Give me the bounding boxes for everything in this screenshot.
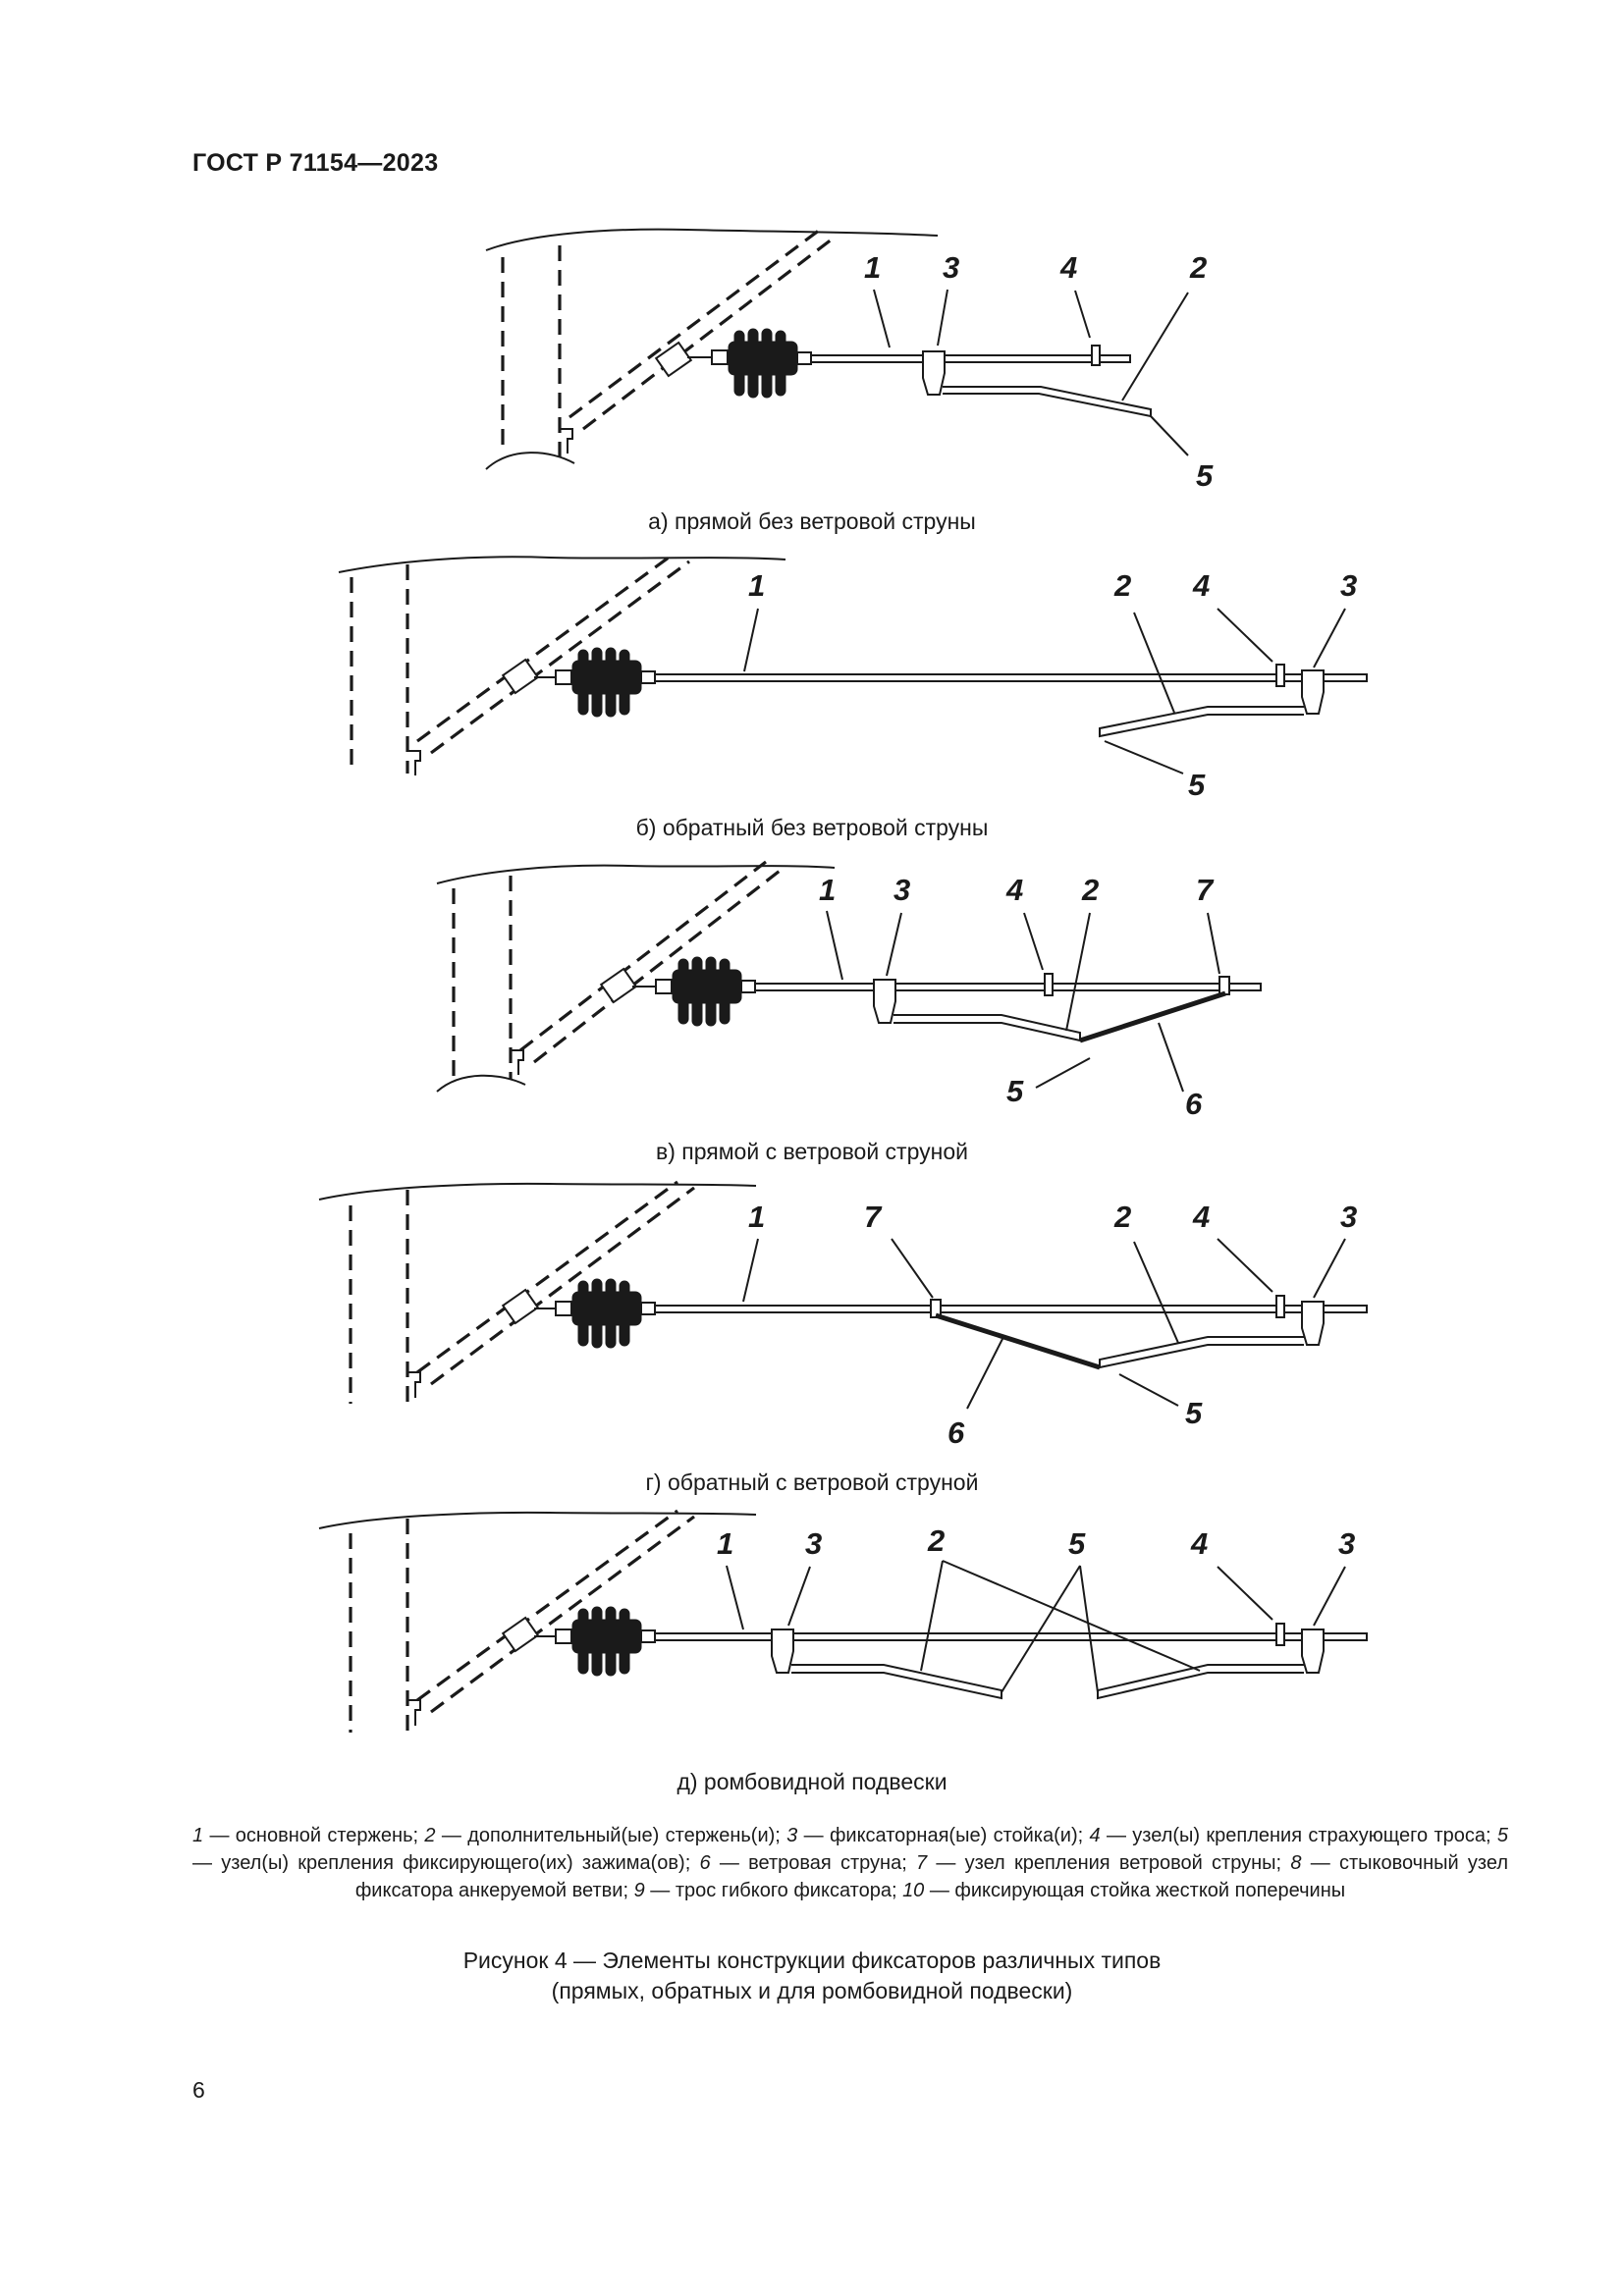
callout-7: 7 [864, 1200, 882, 1234]
main-rod [655, 674, 1367, 681]
subfigure-caption-b: б) обратный без ветровой струны [635, 815, 989, 840]
callout-2: 2 [1190, 250, 1208, 285]
leader-3 [1314, 1239, 1345, 1298]
leader-5 [1119, 1374, 1178, 1406]
callout-5: 5 [1185, 1396, 1203, 1430]
callout-6: 6 [947, 1415, 965, 1450]
leader-3-left [788, 1567, 810, 1626]
clamp-post-right [1302, 1629, 1324, 1673]
legend-num: 5 [1496, 1825, 1509, 1846]
callout-3-left: 3 [805, 1526, 823, 1561]
callout-2: 2 [1114, 568, 1132, 603]
callout-2: 2 [1082, 873, 1100, 907]
insulator [503, 1607, 655, 1676]
leader-6 [967, 1337, 1003, 1409]
fastening-unit [1276, 1296, 1284, 1317]
leader-2 [1066, 913, 1090, 1031]
legend-text: — узел(ы) крепления фиксирующего(их) зажима(ов); [192, 1852, 700, 1874]
leader-1 [827, 911, 842, 980]
figure-caption-line-1: Рисунок 4 — Элементы конструкции фиксаторов различных типов [462, 1948, 1162, 1973]
callout-7: 7 [1196, 873, 1214, 907]
callout-1: 1 [748, 1200, 766, 1234]
callout-3-right: 3 [1338, 1526, 1356, 1561]
support-structure [437, 862, 835, 1092]
legend-num: 8 [1290, 1852, 1302, 1874]
legend-text: — дополнительный(ые) стержень(и); [435, 1825, 787, 1846]
callout-3: 3 [943, 250, 960, 285]
figure-legend [192, 1822, 1508, 1904]
diagram-a [0, 221, 1624, 493]
diagram-v [0, 854, 1624, 1129]
fastening-unit [1045, 974, 1053, 995]
leader-4 [1218, 1239, 1272, 1292]
legend-text: — фиксирующая стойка жесткой поперечины [924, 1880, 1346, 1901]
subfigure-caption-g: г) обратный с ветровой струной [645, 1469, 979, 1495]
main-rod [811, 355, 1130, 362]
legend-text: — фиксаторная(ые) стойка(и); [797, 1825, 1090, 1846]
additional-rod-right [1098, 1665, 1304, 1698]
leader-1 [874, 290, 890, 347]
leader-2 [1134, 1242, 1178, 1343]
callout-4: 4 [1006, 873, 1024, 907]
legend-num: 7 [916, 1852, 928, 1874]
legend-text: — узел крепления ветровой струны; [927, 1852, 1291, 1874]
leader-1 [727, 1566, 743, 1629]
leader-5-right [1080, 1566, 1098, 1692]
leader-3 [938, 290, 947, 346]
leader-5-left [1001, 1566, 1080, 1692]
subfigure-caption-d: д) ромбовидной подвески [677, 1769, 947, 1794]
leader-2-right [943, 1561, 1200, 1671]
leader-2-left [921, 1561, 943, 1671]
insulator [656, 329, 811, 398]
fastening-unit [1092, 346, 1100, 365]
callout-3: 3 [1340, 568, 1358, 603]
legend-num: 2 [424, 1825, 436, 1846]
callout-5: 5 [1006, 1074, 1024, 1108]
additional-rod-left [791, 1665, 1001, 1698]
diagram-d [0, 1507, 1624, 1762]
additional-rod [893, 1015, 1080, 1041]
callout-5: 5 [1188, 768, 1206, 802]
callout-5: 5 [1196, 458, 1214, 493]
legend-text: — узел(ы) крепления страхующего троса; [1100, 1825, 1497, 1846]
diagram-b [0, 550, 1624, 810]
clamp-post [874, 980, 895, 1023]
legend-text: — стыковочный узел фиксатора анкеруемой ветви; [354, 1852, 1509, 1901]
insulator [503, 648, 655, 717]
fastening-unit [1276, 1624, 1284, 1645]
leader-2 [1134, 613, 1174, 713]
legend-text: — трос гибкого фиксатора; [644, 1880, 903, 1901]
leader-3-right [1314, 1567, 1345, 1626]
subfigure-caption-a: а) прямой без ветровой струны [648, 508, 976, 534]
clamp-post [1302, 1302, 1324, 1345]
diagram-g [0, 1178, 1624, 1453]
leader-1 [744, 609, 758, 671]
additional-rod [1100, 707, 1304, 736]
callout-6: 6 [1185, 1087, 1203, 1121]
callout-1: 1 [819, 873, 837, 907]
leader-5 [1036, 1058, 1090, 1088]
clamp-post [1302, 670, 1324, 714]
fastening-unit [1276, 665, 1284, 686]
callout-3: 3 [893, 873, 911, 907]
callout-4: 4 [1060, 250, 1078, 285]
page-number: 6 [192, 2077, 205, 2103]
leader-6 [1159, 1023, 1183, 1092]
main-rod [755, 984, 1261, 990]
callout-2: 2 [1114, 1200, 1132, 1234]
clamp-post [923, 351, 945, 395]
callout-5: 5 [1068, 1526, 1086, 1561]
legend-num: 1 [192, 1825, 204, 1846]
legend-num: 6 [699, 1852, 711, 1874]
additional-rod [943, 387, 1151, 416]
leader-4 [1218, 609, 1272, 662]
leader-3 [887, 913, 901, 976]
insulator [503, 1279, 655, 1348]
leader-2 [1122, 293, 1188, 400]
subfigure-caption-v: в) прямой с ветровой струной [656, 1139, 968, 1164]
leader-7 [1208, 913, 1219, 974]
leader-4 [1075, 291, 1090, 338]
main-rod [655, 1633, 1367, 1640]
legend-num: 4 [1089, 1825, 1101, 1846]
leader-4 [1024, 913, 1043, 970]
callout-3: 3 [1340, 1200, 1358, 1234]
main-rod [655, 1306, 1367, 1312]
callout-1: 1 [864, 250, 882, 285]
leader-4 [1218, 1567, 1272, 1620]
legend-text: — основной стержень; [203, 1825, 425, 1846]
callout-4: 4 [1193, 1200, 1211, 1234]
wind-string [1080, 993, 1225, 1041]
leader-5 [1151, 416, 1188, 455]
document-header: ГОСТ Р 71154—2023 [192, 149, 439, 177]
legend-text: — ветровая струна; [710, 1852, 917, 1874]
leader-7 [892, 1239, 933, 1298]
leader-5 [1105, 741, 1183, 774]
callout-4: 4 [1191, 1526, 1209, 1561]
figure-caption-line-2: (прямых, обратных и для ромбовидной подвески) [551, 1978, 1073, 2003]
legend-num: 10 [902, 1880, 925, 1901]
insulator [601, 957, 755, 1026]
clamp-post-left [772, 1629, 793, 1673]
support-structure [319, 1511, 756, 1733]
callout-4: 4 [1193, 568, 1211, 603]
callout-1: 1 [748, 568, 766, 603]
callout-1: 1 [717, 1526, 734, 1561]
support-structure [319, 1182, 756, 1404]
legend-num: 9 [633, 1880, 645, 1901]
figure-caption [0, 1946, 1624, 2006]
wind-string [936, 1315, 1100, 1367]
callout-2: 2 [928, 1523, 946, 1558]
support-structure [339, 555, 785, 775]
legend-num: 3 [786, 1825, 798, 1846]
leader-3 [1314, 609, 1345, 667]
leader-1 [743, 1239, 758, 1302]
additional-rod [1100, 1337, 1304, 1367]
